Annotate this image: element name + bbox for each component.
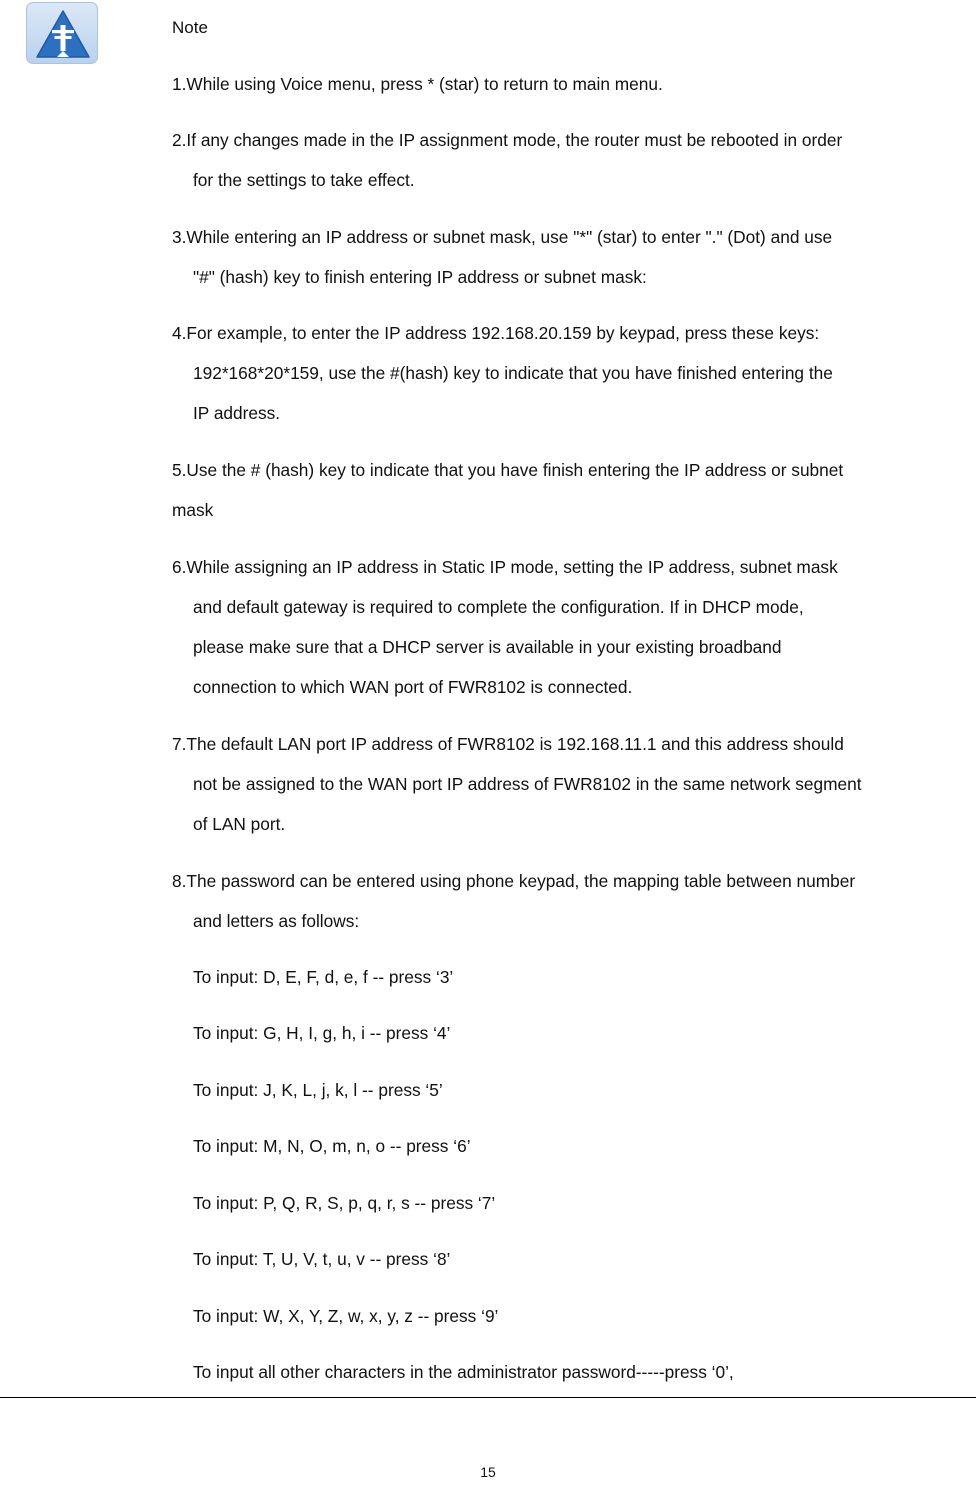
keypad-mapping-8: To input: T, U, V, t, u, v -- press ‘8’ — [193, 1249, 451, 1269]
note-label: Note — [172, 18, 208, 37]
note-item-3: 3.While entering an IP address or subnet mask, use "*" (star) to enter "." (Dot) and use — [172, 227, 833, 247]
keypad-mapping-5: To input: J, K, L, j, k, l -- press ‘5’ — [193, 1080, 443, 1100]
note-item-1: 1.While using Voice menu, press * (star) to return to main menu. — [172, 74, 663, 94]
footer-divider — [0, 1397, 976, 1398]
note-item-3-cont: "#" (hash) key to finish entering IP address or subnet mask: — [193, 267, 647, 287]
note-item-2: 2.If any changes made in the IP assignment mode, the router must be rebooted in order — [172, 130, 843, 150]
keypad-mapping-9: To input: W, X, Y, Z, w, x, y, z -- press ‘9’ — [193, 1306, 499, 1326]
note-item-5: 5.Use the # (hash) key to indicate that you have finish entering the IP address or subnet — [172, 460, 844, 480]
keypad-mapping-3: To input: D, E, F, d, e, f -- press ‘3’ — [193, 967, 454, 987]
note-icon — [26, 2, 98, 64]
note-item-4: 4.For example, to enter the IP address 192.168.20.159 by keypad, press these keys: — [172, 323, 820, 343]
antenna-tower-icon — [27, 3, 99, 65]
note-item-4-cont-2: IP address. — [193, 403, 281, 423]
note-item-8-cont: and letters as follows: — [193, 911, 360, 931]
note-item-6-cont-2: please make sure that a DHCP server is available in your existing broadband — [193, 637, 782, 657]
note-item-8: 8.The password can be entered using phone keypad, the mapping table between number — [172, 871, 856, 891]
note-item-6-cont-1: and default gateway is required to complete the configuration. If in DHCP mode, — [193, 597, 804, 617]
note-item-7-cont-2: of LAN port. — [193, 814, 286, 834]
note-item-4-cont-1: 192*168*20*159, use the #(hash) key to indicate that you have finished entering the — [193, 363, 833, 383]
note-item-7-cont-1: not be assigned to the WAN port IP address of FWR8102 in the same network segment — [193, 774, 862, 794]
keypad-mapping-0: To input all other characters in the administrator password-----press ‘0’, — [193, 1362, 734, 1382]
note-item-6-cont-3: connection to which WAN port of FWR8102 is connected. — [193, 677, 633, 697]
page-number: 15 — [480, 1464, 496, 1480]
note-item-2-cont: for the settings to take effect. — [193, 170, 415, 190]
keypad-mapping-6: To input: M, N, O, m, n, o -- press ‘6’ — [193, 1136, 471, 1156]
note-item-7: 7.The default LAN port IP address of FWR8102 is 192.168.11.1 and this address should — [172, 734, 844, 754]
keypad-mapping-4: To input: G, H, I, g, h, i -- press ‘4’ — [193, 1023, 451, 1043]
note-item-6: 6.While assigning an IP address in Static IP mode, setting the IP address, subnet mask — [172, 557, 838, 577]
note-item-5-cont: mask — [172, 500, 214, 520]
keypad-mapping-7: To input: P, Q, R, S, p, q, r, s -- press ‘7’ — [193, 1193, 496, 1213]
